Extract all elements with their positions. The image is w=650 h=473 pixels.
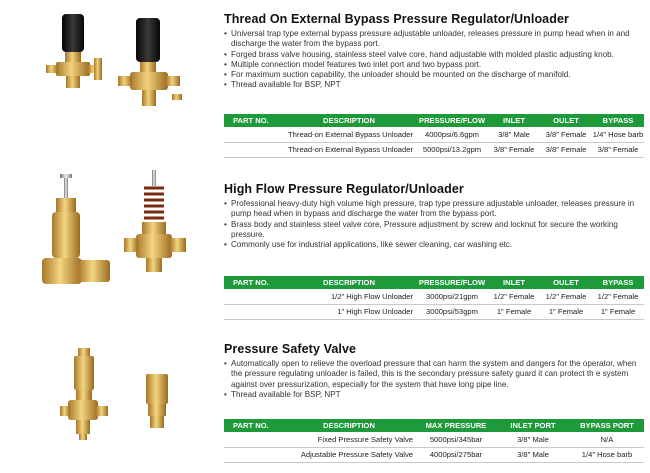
col-header-part-no: PART NO. [224,114,282,127]
feature-list [224,29,644,91]
table-row [224,304,644,319]
cell-bypass: 1/4" Hose barb [592,127,644,142]
cell-inlet: 3/8" Male [488,127,540,142]
table-row [224,447,644,462]
col-header-outlet: OULET [540,114,592,127]
product-images-thread-on-unloader [42,8,192,120]
col-header-bypass-port: BYPASS PORT [570,419,644,432]
cell-description: Thread-on External Bypass Unloader [282,142,416,157]
section-high-flow-unloader [0,170,650,330]
col-header-description: DESCRIPTION [282,276,416,289]
cell-pressure-flow: 4000psi/6.6gpm [416,127,488,142]
col-header-inlet: INLET [488,114,540,127]
feature-item: • Forged brass valve housing, stainless steel valve core, hand adjustable with molded plastic adjusting knob. [224,50,644,60]
cell-part-no [224,289,282,304]
cell-outlet: 3/8" Female [540,127,592,142]
cell-bypass-port: N/A [570,432,644,447]
section-pressure-safety-valve [0,330,650,473]
feature-item: • Universal trap type external bypass pressure adjustable unloader, releases pressure in pump head when in and discharge the water from the bypass port. [224,29,644,50]
table-header-row [224,114,644,127]
col-header-pressure-flow: PRESSURE/FLOW [416,114,488,127]
cell-outlet: 1" Female [540,304,592,319]
col-header-description: DESCRIPTION [282,114,416,127]
col-header-description: DESCRIPTION [282,419,416,432]
high-flow-unloader-image [38,170,198,290]
table-row [224,432,644,447]
cell-inlet: 1/2" Female [488,289,540,304]
thread-on-unloader-image [42,8,192,120]
product-images-pressure-safety-valve [58,344,188,454]
col-header-inlet: INLET [488,276,540,289]
cell-part-no [224,432,282,447]
spec-table [224,114,644,158]
section-title: Thread On External Bypass Pressure Regulator/Unloader [224,12,569,26]
cell-max-pressure: 5000psi/345bar [416,432,496,447]
col-header-bypass: BYPASS [592,276,644,289]
spec-table [224,276,644,320]
col-header-part-no: PART NO. [224,276,282,289]
col-header-outlet: OULET [540,276,592,289]
cell-pressure-flow: 5000psi/13.2gpm [416,142,488,157]
table-header-row [224,419,644,432]
cell-outlet: 3/8" Female [540,142,592,157]
cell-description: 1/2" High Flow Unloader [282,289,416,304]
cell-bypass: 1/2" Female [592,289,644,304]
cell-description: Fixed Pressure Safety Valve [282,432,416,447]
feature-list [224,359,644,400]
feature-item: • Automatically open to relieve the overload pressure that can harm the system and dangers for the operator, when the pressure regulating unloader is failed, this is the secondary pressure safety guard it can protect th e system against over pressurization, especially for the system that have long pipe line. [224,359,644,390]
table-row [224,127,644,142]
cell-description: Thread-on External Bypass Unloader [282,127,416,142]
feature-item: • For maximum suction capability, the unloader should be mounted on the discharge of manifold. [224,70,644,80]
cell-inlet-port: 3/8" Male [496,432,570,447]
feature-item: • Commonly use for industrial applications, like sewer cleaning, car washing etc. [224,240,644,250]
cell-outlet: 1/2" Female [540,289,592,304]
table-header-row [224,276,644,289]
section-title: High Flow Pressure Regulator/Unloader [224,182,464,196]
cell-pressure-flow: 3000psi/21gpm [416,289,488,304]
cell-description: Adjustable Pressure Safety Valve [282,447,416,462]
col-header-max-pressure: MAX PRESSURE [416,419,496,432]
feature-item: • Brass body and stainless steel valve core, Pressure adjustment by screw and locknut for secure the working pressure. [224,220,644,241]
col-header-bypass: BYPASS [592,114,644,127]
cell-part-no [224,304,282,319]
cell-bypass-port: 1/4" Hose barb [570,447,644,462]
cell-description: 1" High Flow Unloader [282,304,416,319]
section-thread-on-unloader [0,0,650,165]
cell-pressure-flow: 3000psi/53gpm [416,304,488,319]
feature-item: • Thread available for BSP, NPT [224,390,644,400]
feature-item: • Thread available for BSP, NPT [224,80,644,90]
feature-item: • Multiple connection model features two inlet port and two bypass port. [224,60,644,70]
product-images-high-flow-unloader [38,170,198,290]
cell-inlet: 1" Female [488,304,540,319]
section-title: Pressure Safety Valve [224,342,357,356]
cell-part-no [224,142,282,157]
cell-part-no [224,127,282,142]
cell-inlet: 3/8" Female [488,142,540,157]
cell-part-no [224,447,282,462]
spec-table [224,419,644,463]
col-header-part-no: PART NO. [224,419,282,432]
cell-bypass: 3/8" Female [592,142,644,157]
table-row [224,142,644,157]
pressure-safety-valve-image [58,344,188,454]
feature-item: • Professional heavy-duty high volume high pressure, trap type pressure adjustable unloader, releases pressure in pump head when in bypass and discharge the water from the bypass port. [224,199,644,220]
cell-max-pressure: 4000psi/275bar [416,447,496,462]
col-header-inlet-port: INLET PORT [496,419,570,432]
table-row [224,289,644,304]
col-header-pressure-flow: PRESSURE/FLOW [416,276,488,289]
cell-bypass: 1" Female [592,304,644,319]
cell-inlet-port: 3/8" Male [496,447,570,462]
feature-list [224,199,644,250]
